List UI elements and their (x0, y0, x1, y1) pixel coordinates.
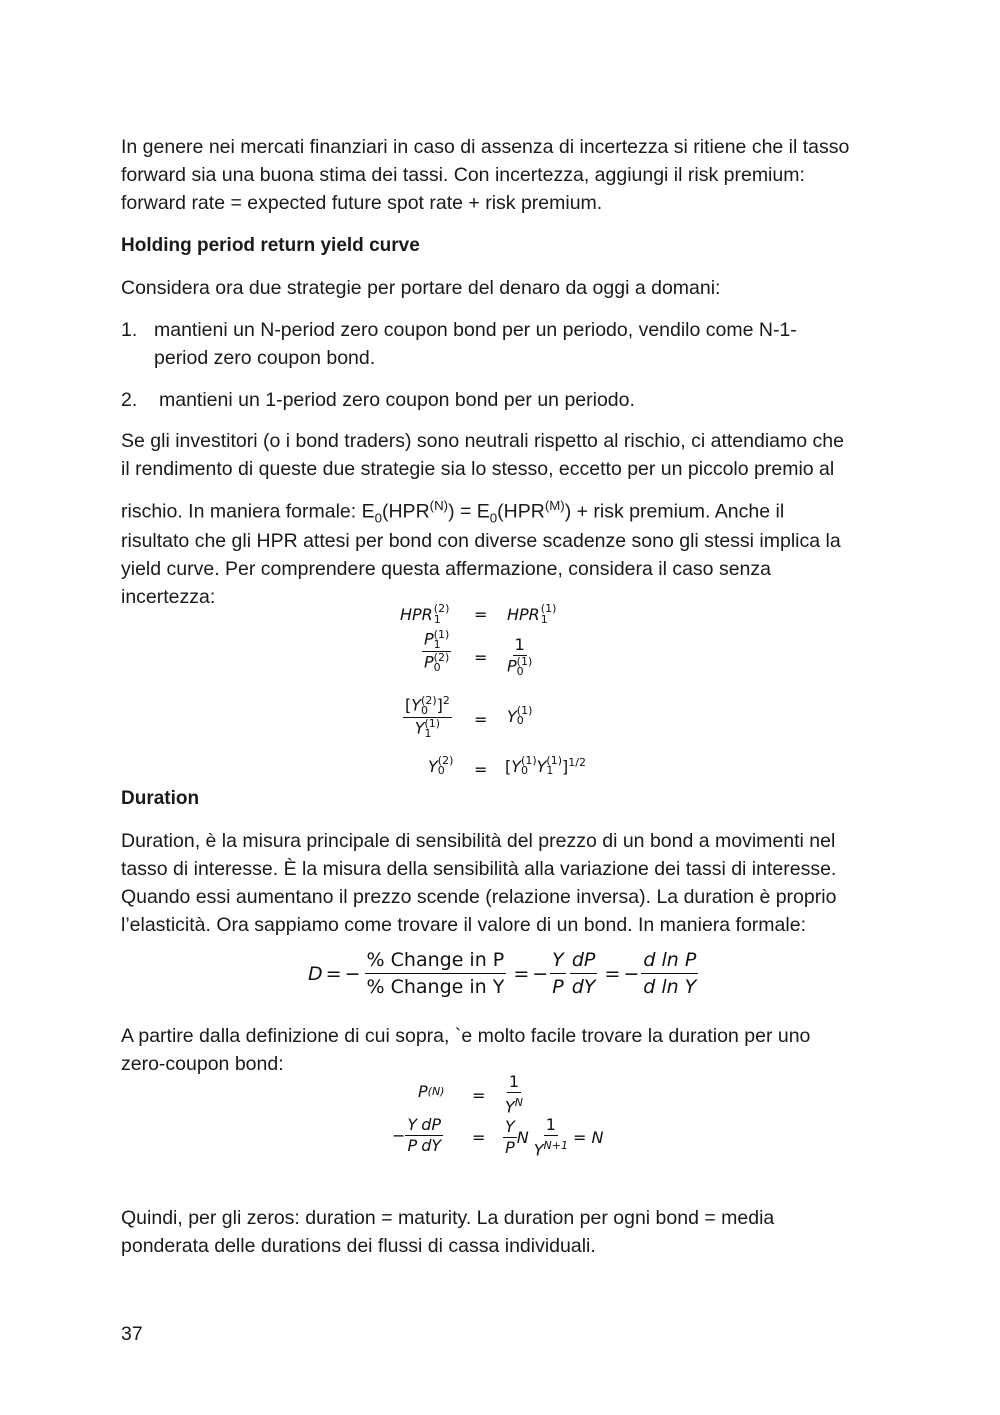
superscript: (2) (433, 651, 450, 664)
equation-row (503, 1116, 603, 1159)
subscript: 1 (546, 764, 554, 777)
text-line: forward sia una buona stima dei tassi. Con incertezza, aggiungi il risk premium: (121, 164, 805, 186)
superscript: (2) (421, 693, 437, 707)
superscript: 2 (442, 694, 450, 707)
equation-row (400, 600, 449, 628)
superscript: (1) (433, 628, 450, 641)
math-symbol: Y (536, 756, 547, 776)
equals-sign: = (472, 1086, 486, 1105)
conclusion-paragraph (121, 1204, 774, 1260)
numerator: % Change in P (365, 948, 507, 974)
superscript: (2) (437, 754, 454, 767)
text-line: period zero coupon bond. (154, 347, 376, 369)
subscript: 0 (489, 510, 498, 526)
equation-row (507, 600, 556, 628)
denominator: dY (421, 1136, 442, 1155)
math-symbol: Y (505, 1097, 515, 1117)
math-symbol: HPR (507, 604, 540, 624)
denominator: P (505, 1138, 515, 1158)
math-symbol: Y (507, 706, 517, 726)
equals-sign: = (472, 1128, 486, 1147)
duration-paragraph (121, 827, 836, 939)
minus-sign: − (532, 962, 549, 985)
equation-row (505, 756, 586, 776)
math-symbol: HPR (400, 604, 433, 624)
fraction (503, 1073, 525, 1116)
superscript: (1) (540, 602, 557, 615)
equals-sign: = (474, 604, 488, 624)
duration-heading: Duration (121, 788, 200, 809)
numerator: 1 (545, 1115, 556, 1134)
subscript: 1 (433, 613, 441, 626)
superscript: (1) (546, 754, 562, 767)
numerator: Y (407, 1115, 418, 1134)
math-symbol: Y (511, 756, 522, 776)
superscript: N+1 (543, 1139, 568, 1152)
fraction (641, 948, 698, 999)
superscript: 1/2 (568, 756, 586, 769)
list-item-number: 2. (121, 389, 138, 411)
text-line: A partire dalla definizione di cui sopra, `e molto facile trovare la duration per uno (121, 1025, 811, 1047)
equals-sign: = (474, 648, 488, 667)
superscript: N (514, 1096, 524, 1109)
math-symbol: D (308, 962, 323, 985)
text-line: yield curve. Per comprendere questa affermazione, considera il caso senza (121, 558, 771, 580)
page-number: 37 (121, 1323, 143, 1345)
equation-row (428, 756, 453, 776)
superscript: (M) (544, 498, 565, 513)
equals-sign: = (474, 760, 488, 779)
superscript: (N) (427, 1085, 445, 1098)
minus-sign: − (623, 962, 640, 985)
text-line: ponderata delle durations dei flussi di cassa individuali. (121, 1235, 596, 1257)
numerator: d ln P (641, 948, 698, 974)
denominator: d ln Y (643, 976, 697, 998)
superscript: (N) (429, 498, 449, 513)
numerator: Y (550, 948, 566, 974)
bracket: [ (505, 756, 512, 776)
text-line: Duration, è la misura principale di sensibilità del prezzo di un bond a movimenti nel (121, 830, 836, 852)
equation-row (418, 1082, 444, 1101)
numerator: 1 (514, 635, 525, 654)
minus-sign: − (392, 1126, 406, 1145)
equals-sign: = (325, 962, 342, 985)
subscript: 0 (521, 764, 529, 777)
subscript: 0 (421, 703, 429, 717)
subscript: 0 (433, 661, 441, 674)
bracket: ] (562, 756, 569, 776)
text-line: risultato che gli HPR attesi per bond con diverse scadenze sono gli stessi implica la (121, 530, 841, 552)
denominator: dY (571, 976, 596, 998)
math-symbol: Y (414, 718, 425, 738)
text-line: mantieni un N-period zero coupon bond per un periodo, vendilo come N-1- (154, 319, 797, 341)
text-line: incertezza: (121, 586, 216, 608)
text-line: tasso di interesse. È la misura della sensibilità alla variazione dei tassi di interesse. (121, 858, 837, 880)
math-symbol: Y (428, 756, 438, 776)
text-run: (HPR (497, 500, 545, 523)
math-symbol: P (424, 629, 434, 649)
fraction (570, 948, 598, 999)
subscript: 1 (433, 638, 441, 651)
superscript: (1) (424, 716, 441, 730)
text-run: ) = E (448, 500, 490, 523)
denominator: P (407, 1136, 418, 1155)
text-line: Quindi, per gli zeros: duration = maturity. La duration per ogni bond = media (121, 1207, 775, 1229)
list-item-number: 1. (121, 319, 138, 341)
math-symbol: P (418, 1082, 428, 1101)
fraction (550, 948, 566, 999)
fraction (422, 630, 451, 673)
superscript: (2) (433, 602, 450, 615)
numerator: dP (570, 948, 598, 974)
text-line: il rendimento di queste due strategie sia lo stesso, eccetto per un piccolo premio al (121, 458, 835, 480)
text-line: l’elasticità. Ora sappiamo come trovare il valore di un bond. In maniera formale: (121, 914, 806, 936)
math-symbol: N (516, 1128, 529, 1148)
text-line: zero-coupon bond: (121, 1053, 284, 1075)
text-run: ) + risk premium. Anche il (564, 500, 785, 523)
fraction (364, 948, 506, 999)
math-symbol: P (424, 652, 434, 672)
superscript: (1) (516, 704, 533, 717)
zero-coupon-paragraph (121, 1022, 810, 1078)
minus-sign: − (344, 962, 361, 985)
subscript: 0 (437, 764, 445, 777)
hpr-heading: Holding period return yield curve (121, 235, 420, 256)
subscript: 0 (374, 510, 382, 526)
superscript: (1) (521, 754, 537, 767)
subscript: 1 (540, 613, 548, 626)
subscript: 0 (516, 714, 524, 727)
math-symbol: Y (533, 1140, 544, 1160)
text-line: In genere nei mercati finanziari in caso di assenza di incertezza si ritiene che il tasso (121, 136, 850, 158)
text-run: (HPR (381, 500, 430, 523)
list-item (154, 316, 797, 372)
math-symbol: Y (411, 695, 422, 715)
bracket: ] (436, 695, 443, 715)
fraction (403, 692, 452, 739)
math-symbol: P (507, 656, 517, 676)
numerator: Y (505, 1117, 515, 1137)
numerator: 1 (508, 1072, 520, 1091)
text-line: Quando essi aumentano il prezzo scende (relazione inversa). La duration è proprio (121, 886, 837, 908)
duration-equation (308, 948, 700, 999)
denominator: P (552, 976, 564, 998)
text-line: Se gli investitori (o i bond traders) sono neutrali rispetto al rischio, ci attendiamo che (121, 430, 844, 452)
equation-row (507, 706, 532, 726)
strategies-intro: Considera ora due strategie per portare del denaro da oggi a domani: (121, 277, 721, 299)
bracket: [ (405, 695, 412, 715)
math-expression: = N (572, 1128, 604, 1148)
equals-sign: = (513, 962, 530, 985)
equals-sign: = (604, 962, 621, 985)
superscript: (1) (516, 655, 533, 668)
equation-row (392, 1116, 443, 1155)
text-run: rischio. In maniera formale: E (121, 500, 375, 523)
denominator: % Change in Y (366, 976, 505, 998)
numerator: dP (421, 1115, 442, 1134)
intro-paragraph (121, 133, 849, 217)
list-item: mantieni un 1-period zero coupon bond per un periodo. (159, 389, 635, 411)
subscript: 1 (424, 726, 432, 740)
subscript: 0 (516, 665, 524, 678)
fraction (505, 636, 534, 677)
text-line: forward rate = expected future spot rate + risk premium. (121, 192, 603, 214)
equals-sign: = (474, 710, 488, 729)
